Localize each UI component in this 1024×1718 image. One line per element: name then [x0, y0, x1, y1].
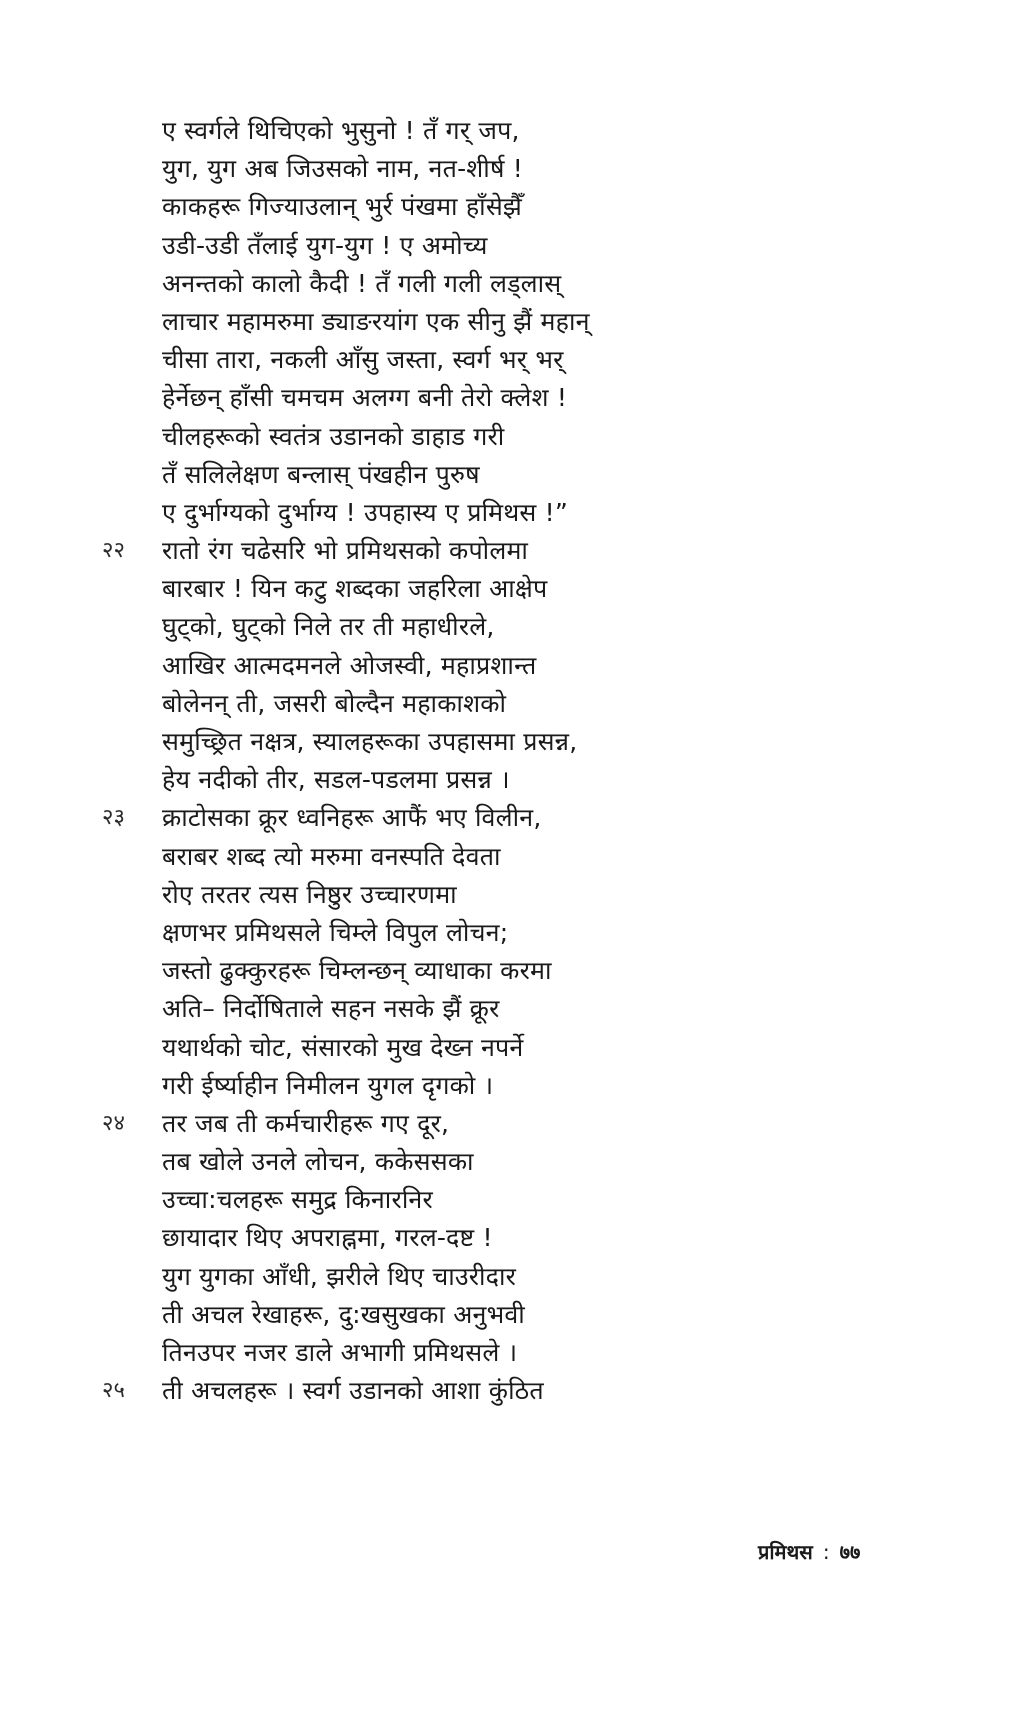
poem-line: [0, 112, 1024, 150]
poem-line: [0, 1105, 1024, 1143]
poem-line-text: लाचार महामरुमा ड्याङरयांग एक सीनु झैं महान्: [162, 306, 590, 336]
poem-line: [0, 914, 1024, 952]
poem-line-text: ए स्वर्गले थिचिएको भुसुनो ! तँ गर् जप,: [162, 116, 520, 145]
poem-line: [0, 1372, 1024, 1410]
poem-line: [0, 1143, 1024, 1181]
stanza-number: २२: [102, 538, 125, 564]
poem-line-text: ती अचल रेखाहरू, दु:खसुखका अनुभवी: [162, 1299, 525, 1329]
poem-line-text: ए दुर्भाग्यको दुर्भाग्य ! उपहास्य ए प्रमिथस !”: [162, 497, 569, 527]
poem-line-text: उडी-उडी तँलाई युग-युग ! ए अमोच्य: [162, 230, 488, 260]
poem-line-text: बारबार ! यिन कटु शब्दका जहरिला आक्षेप: [162, 574, 548, 604]
poem-line-text: अनन्तको कालो कैदी ! तँ गली गली लड्लास्: [162, 268, 562, 298]
stanza-number: २३: [102, 805, 125, 831]
poem-line: [0, 341, 1024, 379]
poem-line-text: आखिर आत्मदमनले ओजस्वी, महाप्रशान्त: [162, 650, 537, 680]
poem-line-text: तब खोले उनले लोचन, ककेससका: [162, 1147, 474, 1177]
poem-line-text: युग युगका आँधी, झरीले थिए चाउरीदार: [162, 1261, 517, 1291]
poem-line: [0, 1029, 1024, 1067]
poem-line: [0, 952, 1024, 990]
poem-line: [0, 494, 1024, 532]
poem-line-text: हेय नदीको तीर, सडल-पडलमा प्रसन्न ।: [162, 765, 510, 795]
poem-line-text: चीसा तारा, नकली आँसु जस्ता, स्वर्ग भर् भर्: [162, 345, 564, 375]
poem-line-text: जस्तो ढुक्कुरहरू चिम्लन्छन् व्याधाका करमा: [162, 956, 552, 986]
poem-line: [0, 227, 1024, 265]
poem-line-text: तँ सलिलेक्षण बन्लास् पंखहीन पुरुष: [162, 459, 480, 489]
poem-line: [0, 761, 1024, 799]
poem-line-text: उच्चा:चलहरू समुद्र किनारनिर: [162, 1185, 433, 1215]
poem-line-text: रातो रंग चढेसरि भो प्रमिथसको कपोलमा: [162, 536, 529, 566]
poem-line: [0, 1181, 1024, 1219]
poem-line: [0, 838, 1024, 876]
poem-line-text: यथार्थको चोट, संसारको मुख देख्न नपर्ने: [162, 1032, 524, 1062]
poem-line-text: चीलहरूको स्वतंत्र उडानको डाहाड गरी: [162, 421, 505, 451]
poem-line: [0, 418, 1024, 456]
poem-line: [0, 608, 1024, 646]
poem-line: [0, 570, 1024, 608]
poem-body: [0, 112, 1024, 1410]
poem-line-text: समुच्छ्रित नक्षत्र, स्यालहरूका उपहासमा प्रसन्न,: [162, 727, 578, 756]
poem-line: [0, 685, 1024, 723]
poem-line: [0, 799, 1024, 837]
poem-line-text: घुट्को, घुट्को निले तर ती महाधीरले,: [162, 612, 495, 642]
poem-line-text: ती अचलहरू । स्वर्ग उडानको आशा कुंठित: [162, 1376, 544, 1406]
poem-line-text: हेर्नेछन् हाँसी चमचम अलग्ग बनी तेरो क्लेश !: [162, 383, 568, 413]
poem-line: [0, 379, 1024, 417]
stanza-number: २४: [102, 1110, 125, 1136]
poem-line-text: बोलेनन् ती, जसरी बोल्दैन महाकाशको: [162, 688, 507, 718]
poem-line: [0, 1219, 1024, 1257]
poem-line-text: क्षणभर प्रमिथसले चिम्ले विपुल लोचन;: [162, 917, 509, 947]
poem-line: [0, 876, 1024, 914]
poem-line-text: युग, युग अब जिउसको नाम, नत-शीर्ष !: [162, 154, 523, 184]
poem-line-text: अति– निर्दोषिताले सहन नसके झैं क्रूर: [162, 994, 500, 1024]
poem-line: [0, 265, 1024, 303]
page-footer: [758, 1538, 860, 1565]
stanza-number: २५: [102, 1378, 125, 1404]
poem-line: [0, 1067, 1024, 1105]
poem-line: [0, 1296, 1024, 1334]
poem-line: [0, 647, 1024, 685]
poem-line: [0, 456, 1024, 494]
footer-separator: :: [822, 1540, 830, 1564]
poem-line: [0, 990, 1024, 1028]
poem-line: [0, 188, 1024, 226]
poem-line: [0, 150, 1024, 188]
poem-line-text: बराबर शब्द त्यो मरुमा वनस्पति देवता: [162, 841, 501, 871]
poem-line-text: तिनउपर नजर डाले अभागी प्रमिथसले ।: [162, 1338, 518, 1367]
poem-line-text: गरी ईर्ष्याहीन निमीलन युगल दृगको ।: [162, 1070, 494, 1100]
poem-line: [0, 723, 1024, 761]
poem-line: [0, 1258, 1024, 1296]
running-title: प्रमिथस: [758, 1540, 813, 1564]
poem-line: [0, 532, 1024, 570]
poem-line-text: छायादार थिए अपराह्नमा, गरल-दष्ट !: [162, 1223, 493, 1253]
poem-line-text: तर जब ती कर्मचारीहरू गए दूर,: [162, 1108, 450, 1138]
page-number: ७७: [839, 1540, 861, 1564]
poem-line-text: काकहरू गिज्याउलान् भुर्र पंखमा हाँसेझैँ: [162, 192, 523, 222]
poem-line-text: रोए तरतर त्यस निष्ठुर उच्चारणमा: [162, 879, 457, 909]
poem-line-text: क्राटोसका क्रूर ध्वनिहरू आफैं भए विलीन,: [162, 803, 542, 833]
poem-line: [0, 303, 1024, 341]
poem-line: [0, 1334, 1024, 1372]
